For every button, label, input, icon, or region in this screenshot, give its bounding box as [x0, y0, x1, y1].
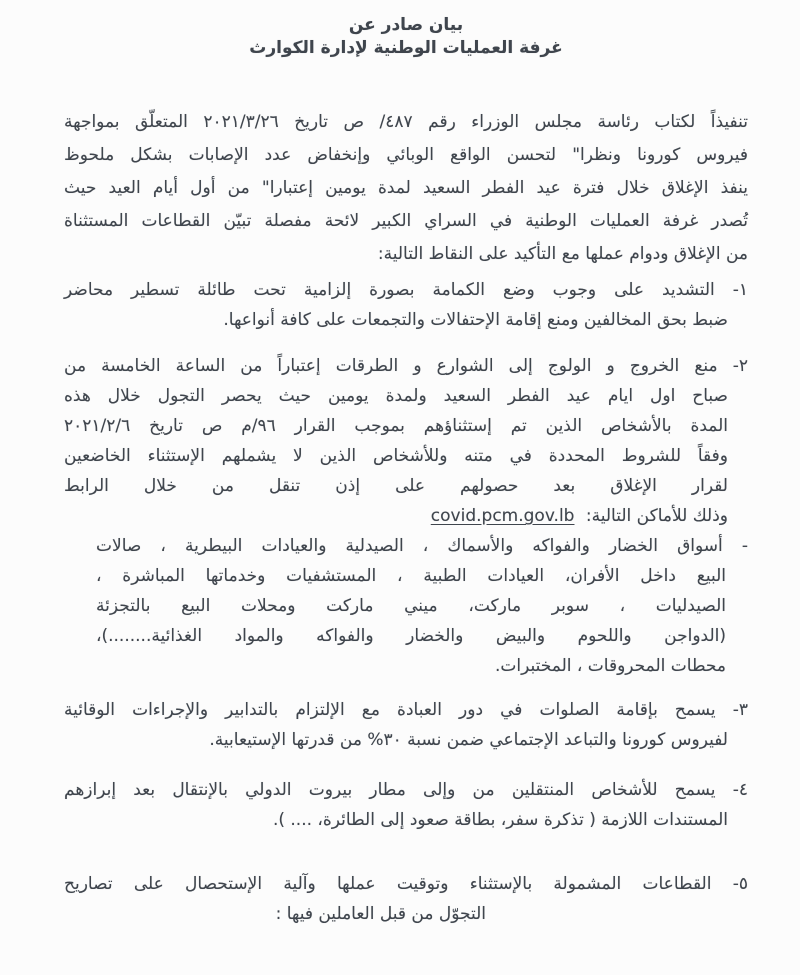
- text-line: المستندات اللازمة ( تذكرة سفر، بطاقة صعود إلى الطائرة، .... ).: [272, 810, 728, 830]
- text-line: البيع داخل الأفران، العيادات الطبية ، المستشفيات وخدماتها المباشرة ،: [96, 566, 726, 586]
- text-line: تُصدر غرفة العمليات الوطنية في السراي الكبير لائحة مفصلة تبيّن القطاعات المستثناة: [64, 211, 748, 231]
- statement-title-line-1: بيان صادر عن: [348, 15, 464, 35]
- text-line: من الإغلاق ودوام عملها مع التأكيد على النقاط التالية:: [377, 244, 748, 264]
- text-line: صباح اول ايام عيد الفطر السعيد ولمدة يومين حيث يحصر التجول خلال هذه: [64, 386, 728, 406]
- text-line: ٣- يسمح بإقامة الصلوات في دور العبادة مع الإلتزام بالتدابير والإجراءات الوقائية: [64, 700, 748, 720]
- text-line: وفقاً للشروط المحددة في متنه وللأشخاص الذين لا يشملهم الإستثناء الخاضعين: [64, 446, 728, 466]
- text-line: - أسواق الخضار والفواكه والأسماك ، الصيدلية والعيادات البيطرية ، صالات: [96, 536, 748, 556]
- statement-title-line-2: غرفة العمليات الوطنية لإدارة الكوارث: [249, 38, 563, 58]
- text-line: ٢- منع الخروج و الولوج إلى الشوارع و الطرقات إعتباراً من الساعة الخامسة من: [64, 356, 748, 376]
- text-line: لقرار الإغلاق بعد حصولهم على إذن تنقل من خلال الرابط: [64, 476, 728, 496]
- text-line: ٥- القطاعات المشمولة بالإستثناء وتوقيت عملها وآلية الإستحصال على تصاريح: [64, 874, 748, 894]
- exempted-places-bullet: [64, 531, 748, 681]
- text-line: ضبط بحق المخالفين ومنع إقامة الإحتفالات والتجمعات على كافة أنواعها.: [223, 310, 728, 330]
- list-item-2: [64, 351, 748, 531]
- link-line: [64, 501, 748, 531]
- covid-permit-link[interactable]: covid.pcm.gov.lb: [430, 506, 575, 526]
- text-line: لفيروس كورونا والتباعد الإجتماعي ضمن نسبة ٣٠% من قدرتها الإستيعابية.: [209, 730, 728, 750]
- text-line: فيروس كورونا ونظرا" لتحسن الواقع الوبائي وإنخفاض عدد الإصابات بشكل ملحوظ: [64, 145, 748, 165]
- text-line: ينفذ الإغلاق خلال فترة عيد الفطر السعيد لمدة يومين إعتبارا" من أول أيام العيد حيث: [64, 178, 748, 198]
- text-line: ١- التشديد على وجوب وضع الكمامة بصورة إلزامية تحت طائلة تسطير محاضر: [64, 280, 748, 300]
- text-line: التجوّل من قبل العاملين فيها :: [275, 904, 486, 924]
- text-line: محطات المحروقات ، المختبرات.: [495, 656, 726, 676]
- statement-header: [64, 14, 748, 60]
- text-line: تنفيذاً لكتاب رئاسة مجلس الوزراء رقم ٤٨٧/ ص تاريخ ٢٠٢١/٣/٢٦ المتعلّق بمواجهة: [64, 112, 749, 132]
- text-line: (الدواجن واللحوم والبيض والخضار والفواكه والمواد الغذائية........)،: [96, 626, 726, 646]
- link-line-text: وذلك للأماكن التالية:: [585, 506, 728, 526]
- list-item-5: [64, 869, 748, 929]
- list-item-4: [64, 775, 748, 835]
- text-line: الصيدليات ، سوبر ماركت، ميني ماركت ومحلات البيع بالتجزئة: [96, 596, 726, 616]
- list-item-1: [64, 275, 748, 335]
- intro-paragraph: [64, 106, 748, 271]
- list-item-3: [64, 695, 748, 755]
- text-line: المدة بالأشخاص الذين تم إستثناؤهم بموجب القرار ٩٦/م ص تاريخ ٢٠٢١/٢/٦: [64, 416, 729, 436]
- text-line: ٤- يسمح للأشخاص المنتقلين من وإلى مطار بيروت الدولي بالإنتقال بعد إبرازهم: [64, 780, 748, 800]
